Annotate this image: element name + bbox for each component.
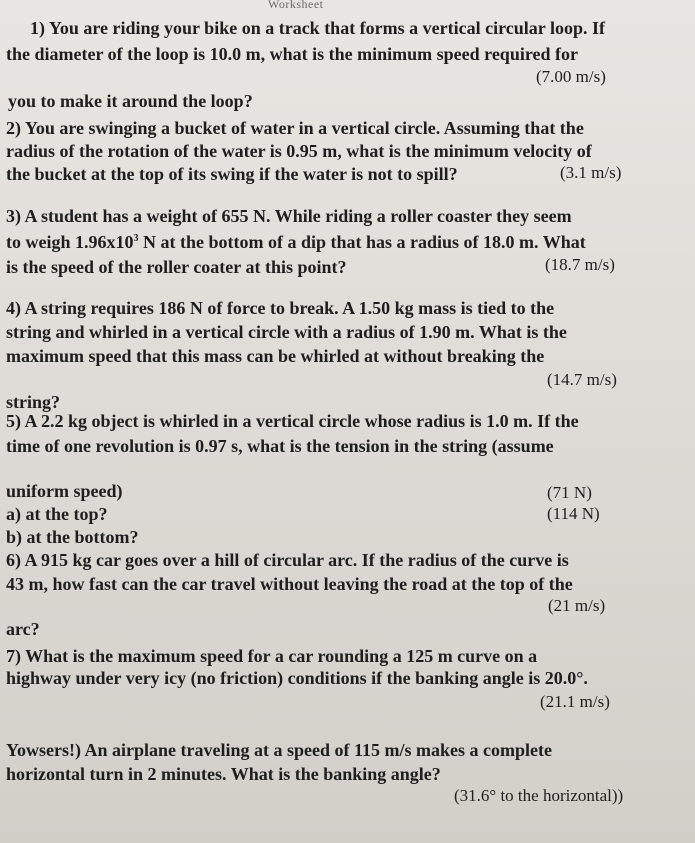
problem-6-line-2: 43 m, how fast can the car travel without leaving the road at the top of the: [6, 574, 573, 594]
problem-3-answer: (18.7 m/s): [545, 255, 615, 274]
problem-4-line-1: 4) A string requires 186 N of force to break. A 1.50 kg mass is tied to the: [6, 298, 555, 318]
problem-4-line-4: string?: [6, 392, 60, 412]
problem-1-answer: (7.00 m/s): [536, 67, 606, 86]
problem-3-weigh-exponent: 3: [133, 233, 139, 244]
problem-3-weigh-suffix: N at the bottom of a dip that has a radius of 18.0 m. What: [138, 232, 586, 252]
problem-6-answer: (21 m/s): [548, 596, 606, 615]
problem-1-line-1: 1) You are riding your bike on a track that forms a vertical circular loop. If: [30, 18, 605, 38]
problem-4-answer: (14.7 m/s): [547, 370, 617, 389]
problem-2-answer: (3.1 m/s): [560, 163, 622, 182]
problem-5-line-3: uniform speed): [6, 481, 123, 501]
problem-1-line-3: you to make it around the loop?: [8, 91, 253, 111]
problem-2-line-3: the bucket at the top of its swing if the water is not to spill?: [6, 164, 458, 184]
problem-6-line-1: 6) A 915 kg car goes over a hill of circular arc. If the radius of the curve is: [6, 550, 569, 570]
problem-7-line-2: highway under very icy (no friction) conditions if the banking angle is 20.0°.: [6, 668, 588, 688]
problem-3-line-2: [6, 232, 586, 252]
problem-3-weigh-prefix: to weigh 1.96x10: [6, 232, 134, 252]
problem-2-line-1: 2) You are swinging a bucket of water in a vertical circle. Assuming that the: [6, 118, 584, 138]
problem-4-line-3: maximum speed that this mass can be whirled at without breaking the: [6, 346, 545, 366]
problem-3-line-3: is the speed of the roller coater at this point?: [6, 257, 347, 277]
problem-7-line-1: 7) What is the maximum speed for a car rounding a 125 m curve on a: [6, 646, 538, 666]
problem-bonus-line-1: Yowsers!) An airplane traveling at a speed of 115 m/s makes a complete: [6, 740, 552, 760]
problem-5-line-1: 5) A 2.2 kg object is whirled in a vertical circle whose radius is 1.0 m. If the: [6, 411, 579, 431]
problem-3-line-1: 3) A student has a weight of 655 N. While riding a roller coaster they seem: [6, 206, 572, 226]
problem-4-line-2: string and whirled in a vertical circle with a radius of 1.90 m. What is the: [6, 322, 567, 342]
problem-1-line-2: the diameter of the loop is 10.0 m, what is the minimum speed required for: [6, 44, 578, 64]
problem-5a-label: a) at the top?: [6, 504, 108, 524]
problem-5b-answer: (114 N): [547, 504, 600, 523]
worksheet-header: Worksheet: [268, 0, 324, 11]
problem-5-line-2: time of one revolution is 0.97 s, what is the tension in the string (assume: [6, 436, 554, 456]
problem-bonus-answer: (31.6° to the horizontal)): [454, 786, 624, 805]
problem-bonus-line-2: horizontal turn in 2 minutes. What is the banking angle?: [6, 764, 441, 784]
problem-6-line-3: arc?: [6, 619, 40, 639]
problem-5b-label: b) at the bottom?: [6, 527, 139, 547]
problem-5a-answer: (71 N): [547, 483, 592, 502]
problem-7-answer: (21.1 m/s): [540, 692, 610, 711]
problem-2-line-2: radius of the rotation of the water is 0.95 m, what is the minimum velocity of: [6, 141, 592, 161]
